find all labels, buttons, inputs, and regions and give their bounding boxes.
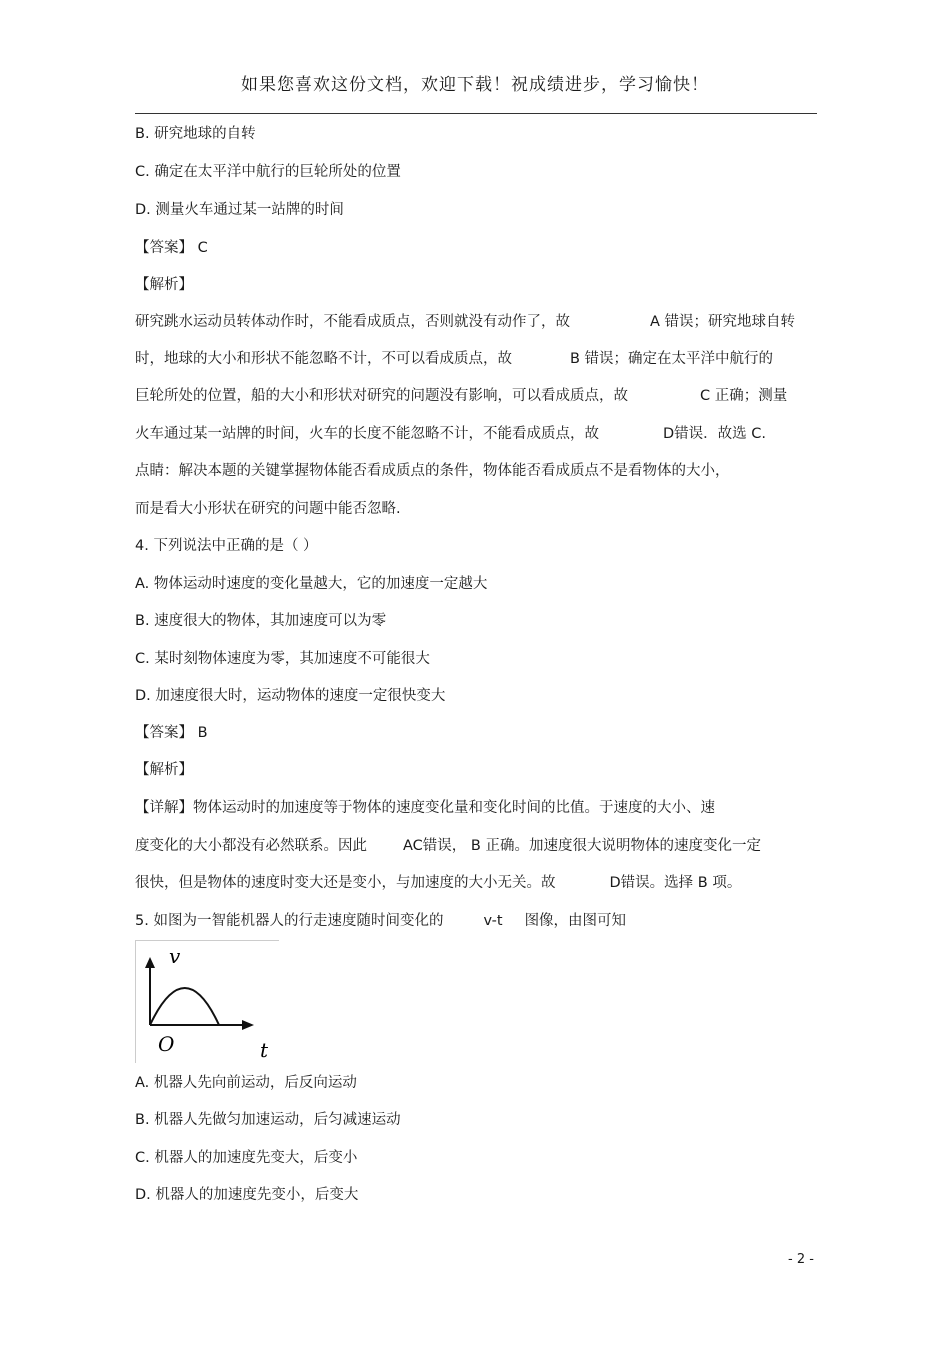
page-number: - 2 - <box>788 1252 814 1267</box>
q5-stem-a: 5. 如图为一智能机器人的行走速度随时间变化的 <box>135 913 444 929</box>
q3-option-c: C. 确定在太平洋中航行的巨轮所处的位置 <box>135 164 401 180</box>
q3-analysis-3b: C 正确；测量 <box>700 388 788 404</box>
header-rule <box>135 113 817 114</box>
vt-graph <box>135 940 279 1063</box>
q3-analysis-4b: D错误．故选 C. <box>663 426 767 442</box>
q5-option-c: C. 机器人的加速度先变大，后变小 <box>135 1150 358 1166</box>
q4-detail-3a: 很快，但是物体的速度时变大还是变小，与加速度的大小无关。故 <box>135 875 556 891</box>
q4-option-c: C. 某时刻物体速度为零，其加速度不可能很大 <box>135 651 430 667</box>
q4-option-b: B. 速度很大的物体，其加速度可以为零 <box>135 613 387 629</box>
q3-analysis-line-4 <box>135 424 766 444</box>
q3-option-d: D. 测量火车通过某一站牌的时间 <box>135 202 344 218</box>
q3-analysis-line-2 <box>135 349 773 369</box>
v-label: v <box>169 944 181 968</box>
q4-stem: 4. 下列说法中正确的是（ ） <box>135 538 318 554</box>
q4-analysis-label: 【解析】 <box>135 762 193 778</box>
q4-option-a: A. 物体运动时速度的变化量越大，它的加速度一定越大 <box>135 576 488 592</box>
q3-analysis-line-1 <box>135 312 795 332</box>
q4-detail-1: 【详解】物体运动时的加速度等于物体的速度变化量和变化时间的比值。于速度的大小、速 <box>135 800 715 816</box>
v-axis-arrow <box>145 957 155 968</box>
q5-stem-b: v-t <box>483 913 503 929</box>
q5-option-d: D. 机器人的加速度先变小，后变大 <box>135 1187 359 1203</box>
q4-answer: 【答案】 B <box>135 725 208 741</box>
q3-analysis-3a: 巨轮所处的位置，船的大小和形状对研究的问题没有影响，可以看成质点，故 <box>135 388 628 404</box>
q3-analysis-line-3 <box>135 386 787 406</box>
q3-tip-2: 而是看大小形状在研究的问题中能否忽略. <box>135 501 401 517</box>
t-axis-arrow <box>242 1020 254 1030</box>
page-header: 如果您喜欢这份文档，欢迎下载！祝成绩进步，学习愉快！ <box>241 75 709 95</box>
velocity-curve <box>150 988 219 1025</box>
q3-analysis-4a: 火车通过某一站牌的时间，火车的长度不能忽略不计，不能看成质点，故 <box>135 426 599 442</box>
q4-detail-3 <box>135 873 741 893</box>
q3-answer: 【答案】 C <box>135 240 208 256</box>
q4-detail-2 <box>135 836 761 856</box>
q3-analysis-1a: 研究跳水运动员转体动作时，不能看成质点，否则就没有动作了，故 <box>135 314 570 330</box>
q3-analysis-label: 【解析】 <box>135 277 193 293</box>
q5-stem-c: 图像，由图可知 <box>524 913 627 929</box>
origin-label: O <box>158 1032 175 1056</box>
q4-option-d: D. 加速度很大时，运动物体的速度一定很快变大 <box>135 688 446 704</box>
q4-detail-3b: D错误。选择 B 项。 <box>609 875 742 891</box>
q3-analysis-2a: 时，地球的大小和形状不能忽略不计，不可以看成质点，故 <box>135 351 512 367</box>
q5-option-a: A. 机器人先向前运动，后反向运动 <box>135 1075 357 1091</box>
t-label: t <box>260 1038 269 1062</box>
q3-option-b: B. 研究地球的自转 <box>135 126 256 142</box>
q5-option-b: B. 机器人先做匀加速运动，后匀减速运动 <box>135 1112 401 1128</box>
q3-analysis-1b: A 错误；研究地球自转 <box>650 314 796 330</box>
q3-analysis-2b: B 错误；确定在太平洋中航行的 <box>570 351 774 367</box>
vt-graph-svg <box>136 941 279 1063</box>
q4-detail-2b: AC错误， B 正确。加速度很大说明物体的速度变化一定 <box>403 838 761 854</box>
q3-tip-1: 点睛：解决本题的关键掌握物体能否看成质点的条件，物体能否看成质点不是看物体的大小， <box>135 463 730 479</box>
q4-detail-2a: 度变化的大小都没有必然联系。因此 <box>135 838 367 854</box>
q5-stem <box>135 911 626 931</box>
